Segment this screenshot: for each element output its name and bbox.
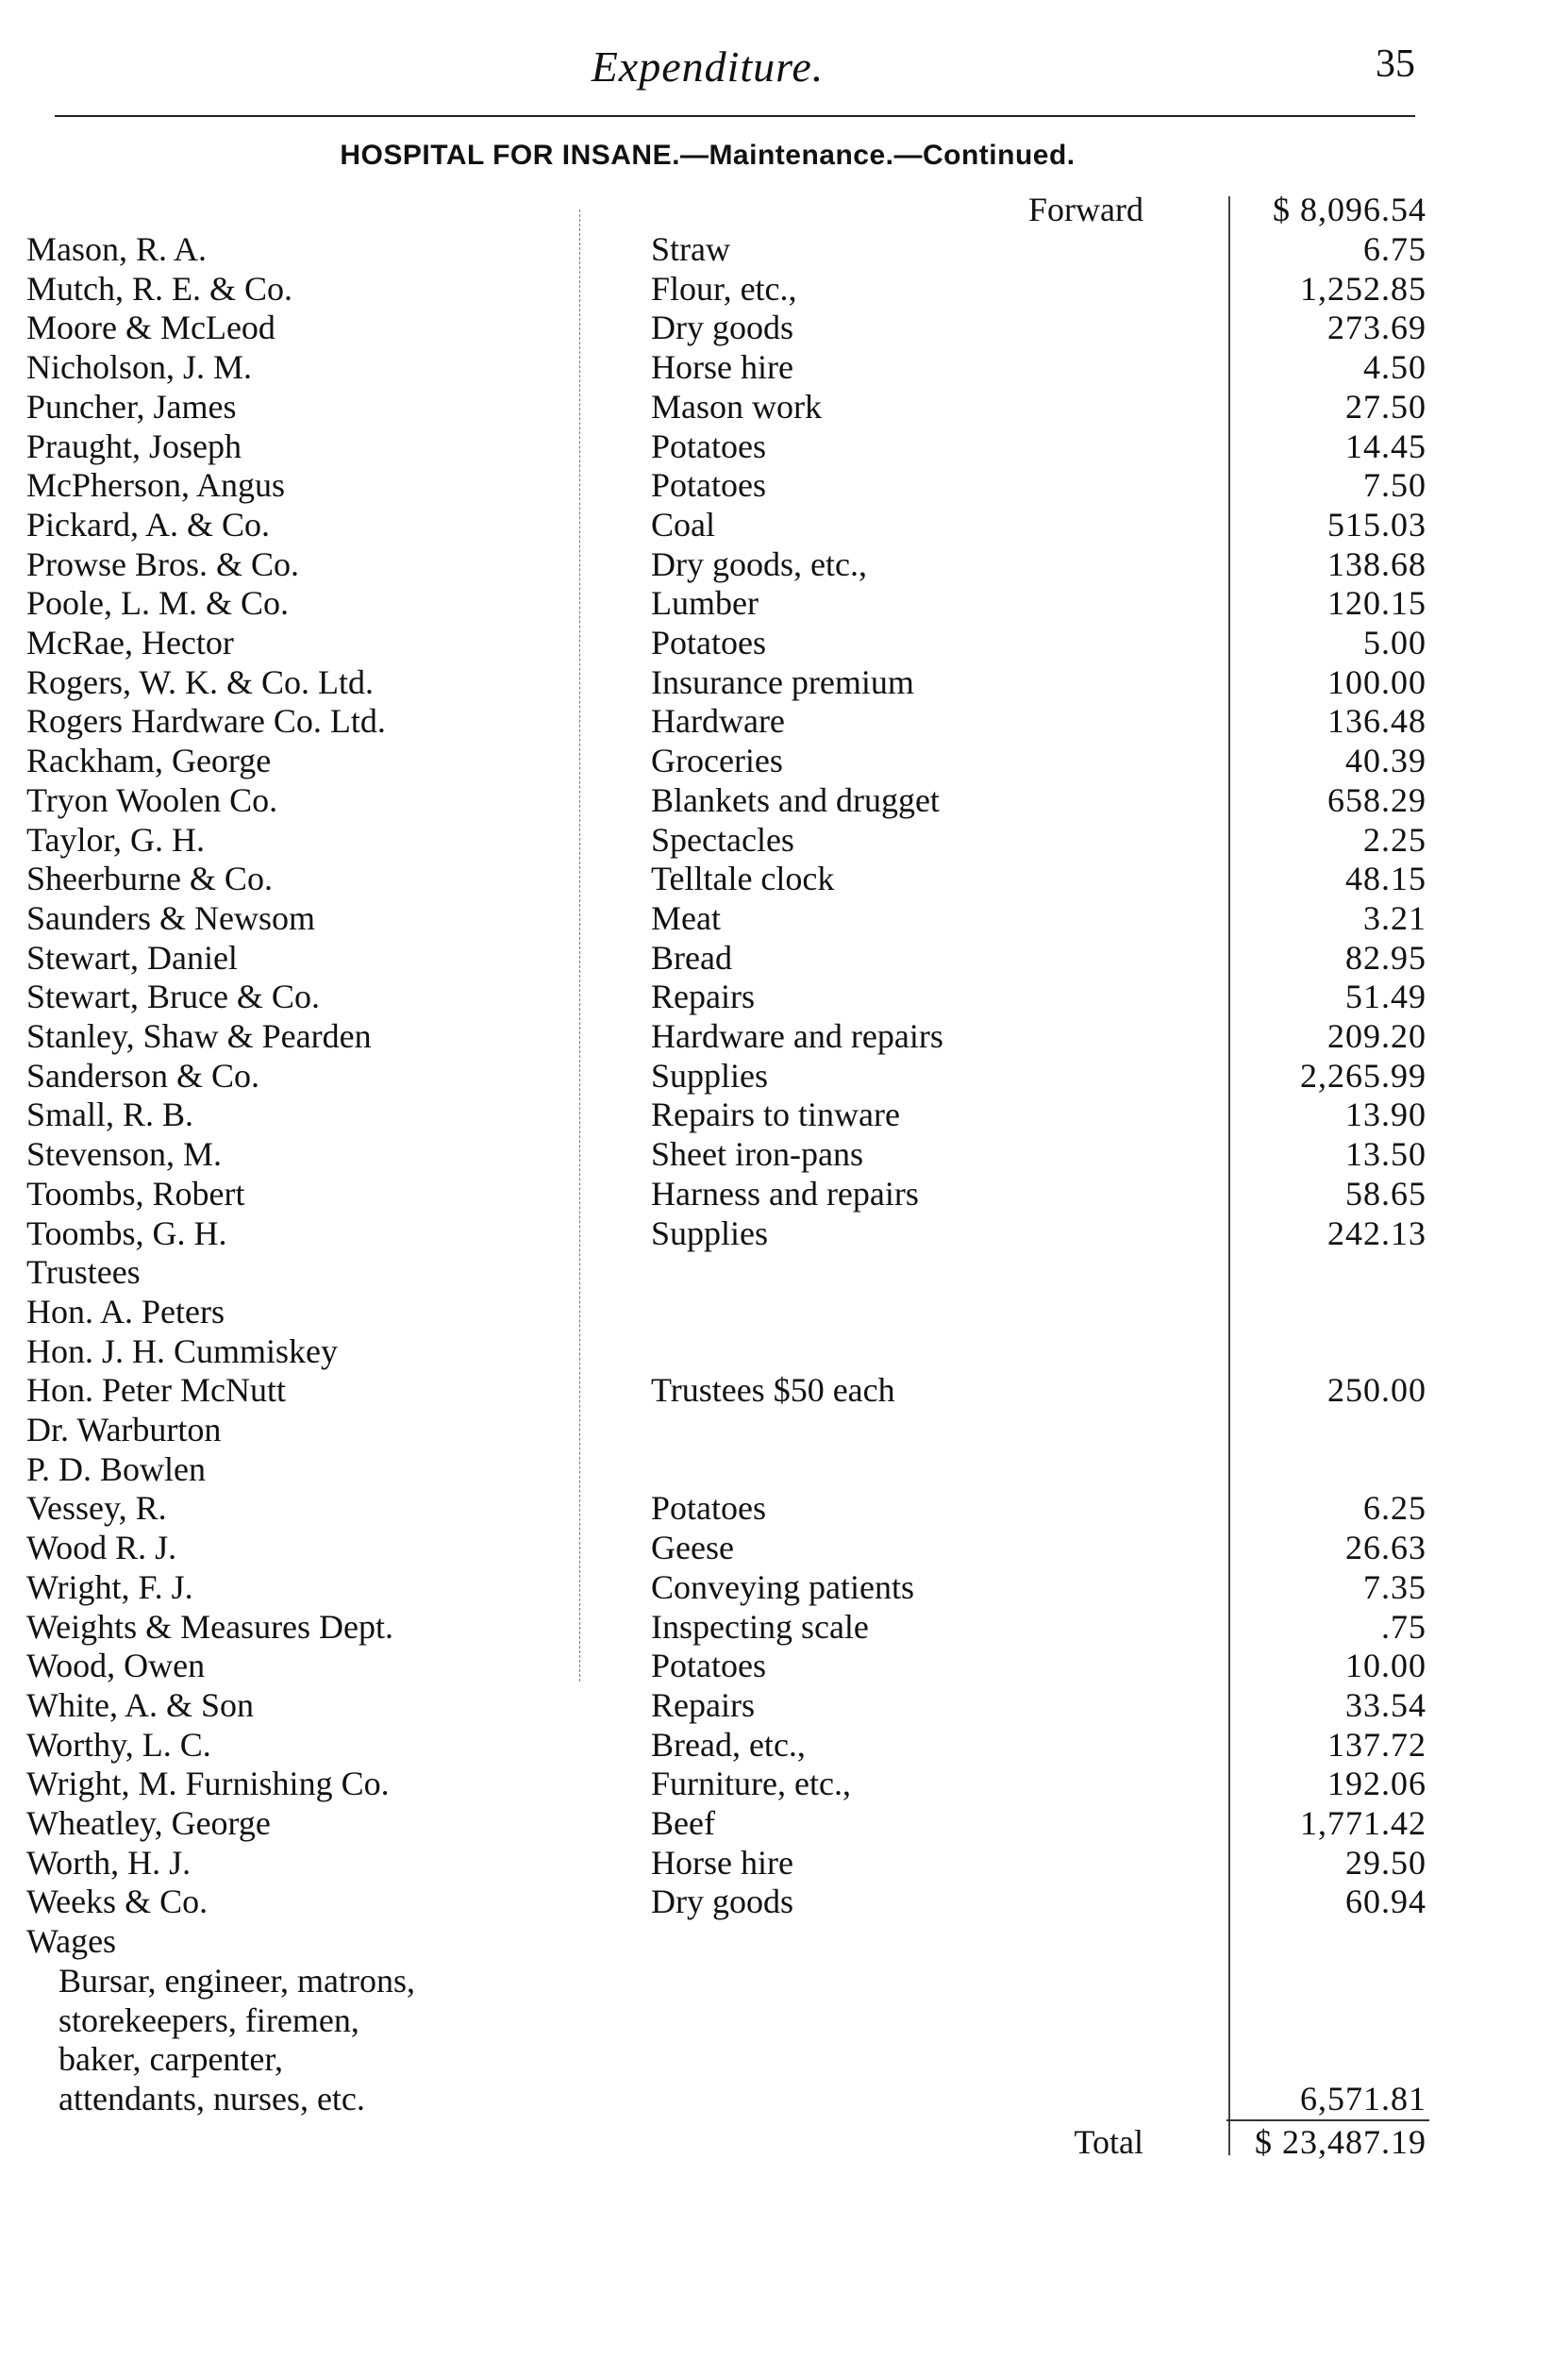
table-row	[0, 702, 1568, 740]
wages-detail-text: storekeepers, firemen,	[58, 2001, 359, 2039]
item-cell: Potatoes	[651, 624, 766, 661]
item-cell: Dry goods	[651, 1883, 793, 1920]
amount-cell: 138.68	[1327, 545, 1426, 583]
payee-cell: Stanley, Shaw & Pearden	[26, 1017, 372, 1055]
payee-cell: Praught, Joseph	[26, 427, 242, 465]
amount-cell: 1,252.85	[1300, 270, 1426, 308]
table-row	[0, 1411, 1568, 1448]
forward-row	[0, 191, 1568, 228]
total-amount: $ 23,487.19	[1255, 2123, 1426, 2161]
amount-cell: 242.13	[1327, 1214, 1426, 1252]
payee-cell: P. D. Bowlen	[26, 1450, 207, 1488]
payee-cell: Small, R. B.	[26, 1096, 194, 1133]
item-cell: Potatoes	[651, 1647, 766, 1684]
payee-cell: Moore & McLeod	[26, 309, 275, 346]
amount-cell: 2.25	[1363, 821, 1426, 859]
table-row	[0, 1844, 1568, 1882]
payee-cell: Toombs, Robert	[26, 1175, 245, 1213]
item-cell: Lumber	[651, 584, 759, 622]
amount-cell: 82.95	[1345, 939, 1426, 977]
table-row	[0, 584, 1568, 622]
amount-cell: 5.00	[1363, 624, 1426, 661]
item-cell: Sheet iron-pans	[651, 1135, 863, 1173]
payee-cell: Rackham, George	[26, 742, 272, 779]
item-cell: Beef	[651, 1804, 715, 1842]
payee-cell: Wood R. J.	[26, 1529, 177, 1566]
table-row	[0, 270, 1568, 308]
table-row	[0, 1608, 1568, 1646]
amount-cell: 273.69	[1327, 309, 1426, 346]
item-cell: Bread, etc.,	[651, 1726, 806, 1764]
amount-cell: 7.50	[1363, 466, 1426, 504]
table-row	[0, 1135, 1568, 1173]
wages-detail-row	[0, 1962, 1568, 2000]
payee-cell: White, A. & Son	[26, 1686, 254, 1724]
table-row	[0, 1096, 1568, 1133]
payee-cell: McPherson, Angus	[26, 466, 286, 504]
payee-cell: Worthy, L. C.	[26, 1726, 211, 1764]
payee-cell: Stewart, Bruce & Co.	[26, 978, 320, 1015]
item-cell: Potatoes	[651, 466, 766, 504]
amount-cell: 14.45	[1345, 427, 1426, 465]
item-cell: Meat	[651, 899, 721, 937]
payee-cell: Hon. Peter McNutt	[26, 1371, 286, 1409]
item-cell: Inspecting scale	[651, 1608, 869, 1646]
payee-cell: Dr. Warburton	[26, 1411, 222, 1448]
forward-amount: $ 8,096.54	[1273, 191, 1426, 228]
item-cell: Repairs	[651, 978, 755, 1015]
table-row	[0, 1686, 1568, 1724]
amount-cell: 13.90	[1345, 1096, 1426, 1133]
table-row	[0, 1568, 1568, 1606]
payee-cell: Saunders & Newsom	[26, 899, 315, 937]
amount-cell: 1,771.42	[1300, 1804, 1426, 1842]
amount-cell: 100.00	[1327, 663, 1426, 701]
table-row	[0, 1017, 1568, 1055]
amount-cell: 209.20	[1327, 1017, 1426, 1055]
wages-detail-text: baker, carpenter,	[58, 2040, 283, 2078]
payee-cell: Toombs, G. H.	[26, 1214, 227, 1252]
wages-detail-row	[0, 2040, 1568, 2078]
table-row	[0, 1922, 1568, 1960]
table-row	[0, 742, 1568, 779]
payee-cell: Sheerburne & Co.	[26, 860, 273, 897]
item-cell: Mason work	[651, 388, 822, 426]
item-cell: Spectacles	[651, 821, 794, 859]
amount-cell: .75	[1381, 1608, 1426, 1646]
payee-cell: Trustees	[26, 1253, 141, 1291]
payee-cell: Tryon Woolen Co.	[26, 781, 278, 819]
payee-cell: Weeks & Co.	[26, 1883, 209, 1920]
payee-cell: Hon. J. H. Cummiskey	[26, 1332, 339, 1370]
amount-cell: 3.21	[1363, 899, 1426, 937]
payee-cell: Wright, M. Furnishing Co.	[26, 1765, 390, 1802]
payee-cell: Stevenson, M.	[26, 1135, 222, 1173]
amount-cell: 40.39	[1345, 742, 1426, 779]
payee-cell: Worth, H. J.	[26, 1844, 192, 1882]
table-row	[0, 348, 1568, 386]
header-rule	[55, 115, 1415, 117]
running-title: Expenditure.	[591, 42, 825, 91]
item-cell: Blankets and drugget	[651, 781, 940, 819]
amount-cell: 10.00	[1345, 1647, 1426, 1684]
item-cell: Trustees $50 each	[651, 1371, 895, 1409]
wages-amount: 6,571.81	[1300, 2080, 1426, 2117]
amount-cell: 27.50	[1345, 388, 1426, 426]
payee-cell: Sanderson & Co.	[26, 1057, 259, 1095]
amount-cell: 120.15	[1327, 584, 1426, 622]
item-cell: Hardware and repairs	[651, 1017, 943, 1055]
table-row	[0, 821, 1568, 859]
item-cell: Bread	[651, 939, 732, 977]
payee-cell: Stewart, Daniel	[26, 939, 238, 977]
wages-detail-text: attendants, nurses, etc.	[58, 2080, 365, 2117]
item-cell: Flour, etc.,	[651, 270, 797, 308]
table-row	[0, 1214, 1568, 1252]
payee-cell: Weights & Measures Dept.	[26, 1608, 394, 1646]
amount-cell: 192.06	[1327, 1765, 1426, 1802]
table-row	[0, 978, 1568, 1015]
item-cell: Conveying patients	[651, 1568, 914, 1606]
table-row	[0, 230, 1568, 268]
item-cell: Hardware	[651, 702, 785, 740]
table-row	[0, 624, 1568, 661]
item-cell: Repairs	[651, 1686, 755, 1724]
wages-detail-text: Bursar, engineer, matrons,	[58, 1962, 415, 2000]
table-row	[0, 309, 1568, 346]
table-row	[0, 781, 1568, 819]
payee-cell: Puncher, James	[26, 388, 237, 426]
table-row	[0, 1726, 1568, 1764]
payee-cell: Poole, L. M. & Co.	[26, 584, 290, 622]
amount-cell: 13.50	[1345, 1135, 1426, 1173]
section-heading: HOSPITAL FOR INSANE.—Maintenance.—Continued.	[340, 140, 1076, 171]
item-cell: Geese	[651, 1529, 734, 1566]
total-row	[0, 2123, 1568, 2161]
total-rule	[1226, 2119, 1429, 2121]
table-row	[0, 1253, 1568, 1291]
item-cell: Horse hire	[651, 348, 793, 386]
amount-cell: 250.00	[1327, 1371, 1426, 1409]
payee-cell: Mason, R. A.	[26, 230, 208, 268]
table-row	[0, 506, 1568, 544]
amount-cell: 515.03	[1327, 506, 1426, 544]
table-row	[0, 860, 1568, 897]
table-row	[0, 1332, 1568, 1370]
amount-cell: 48.15	[1345, 860, 1426, 897]
payee-cell: Prowse Bros. & Co.	[26, 545, 300, 583]
item-cell: Supplies	[651, 1057, 769, 1095]
amount-cell: 33.54	[1345, 1686, 1426, 1724]
amount-cell: 26.63	[1345, 1529, 1426, 1566]
total-label: Total	[1074, 2123, 1143, 2161]
payee-cell: Mutch, R. E. & Co.	[26, 270, 293, 308]
table-row	[0, 663, 1568, 701]
item-cell: Horse hire	[651, 1844, 793, 1882]
item-cell: Supplies	[651, 1214, 769, 1252]
item-cell: Dry goods, etc.,	[651, 545, 867, 583]
item-cell: Potatoes	[651, 427, 766, 465]
table-row	[0, 1489, 1568, 1527]
amount-cell: 658.29	[1327, 781, 1426, 819]
amount-cell: 2,265.99	[1300, 1057, 1426, 1095]
payee-cell: Wood, Owen	[26, 1647, 206, 1684]
amount-cell: 4.50	[1363, 348, 1426, 386]
table-row	[0, 466, 1568, 504]
payee-cell: Hon. A. Peters	[26, 1293, 225, 1331]
table-row	[0, 545, 1568, 583]
payee-cell: Wages	[26, 1922, 117, 1960]
amount-cell: 136.48	[1327, 702, 1426, 740]
item-cell: Furniture, etc.,	[651, 1765, 851, 1802]
table-row	[0, 899, 1568, 937]
payee-cell: McRae, Hector	[26, 624, 234, 661]
item-cell: Groceries	[651, 742, 783, 779]
payee-cell: Vessey, R.	[26, 1489, 167, 1527]
payee-cell: Wright, F. J.	[26, 1568, 193, 1606]
table-row	[0, 1529, 1568, 1566]
table-row	[0, 1804, 1568, 1842]
table-row	[0, 1450, 1568, 1488]
table-row	[0, 1647, 1568, 1684]
payee-cell: Wheatley, George	[26, 1804, 271, 1842]
amount-cell: 51.49	[1345, 978, 1426, 1015]
table-row	[0, 427, 1568, 465]
item-cell: Harness and repairs	[651, 1175, 919, 1213]
amount-cell: 7.35	[1363, 1568, 1426, 1606]
table-row	[0, 939, 1568, 977]
running-head	[0, 42, 1415, 108]
table-row	[0, 388, 1568, 426]
item-cell: Repairs to tinware	[651, 1096, 900, 1133]
table-row	[0, 1765, 1568, 1802]
item-cell: Potatoes	[651, 1489, 766, 1527]
item-cell: Straw	[651, 230, 730, 268]
page-number: 35	[1376, 42, 1415, 86]
amount-cell: 58.65	[1345, 1175, 1426, 1213]
item-cell: Dry goods	[651, 309, 793, 346]
table-row	[0, 1371, 1568, 1409]
payee-cell: Nicholson, J. M.	[26, 348, 253, 386]
amount-cell: 137.72	[1327, 1726, 1426, 1764]
amount-cell: 6.25	[1363, 1489, 1426, 1527]
payee-cell: Pickard, A. & Co.	[26, 506, 270, 544]
payee-cell: Rogers, W. K. & Co. Ltd.	[26, 663, 375, 701]
amount-cell: 60.94	[1345, 1883, 1426, 1920]
table-row	[0, 1293, 1568, 1331]
amount-cell: 6.75	[1363, 230, 1426, 268]
table-row	[0, 1883, 1568, 1920]
wages-detail-row	[0, 2001, 1568, 2039]
table-row	[0, 1175, 1568, 1213]
amount-cell: 29.50	[1345, 1844, 1426, 1882]
payee-cell: Rogers Hardware Co. Ltd.	[26, 702, 386, 740]
item-cell: Telltale clock	[651, 860, 835, 897]
item-cell: Coal	[651, 506, 715, 544]
wages-detail-row	[0, 2080, 1568, 2117]
payee-cell: Taylor, G. H.	[26, 821, 205, 859]
item-cell: Insurance premium	[651, 663, 914, 701]
forward-label: Forward	[1028, 191, 1143, 228]
table-row	[0, 1057, 1568, 1095]
